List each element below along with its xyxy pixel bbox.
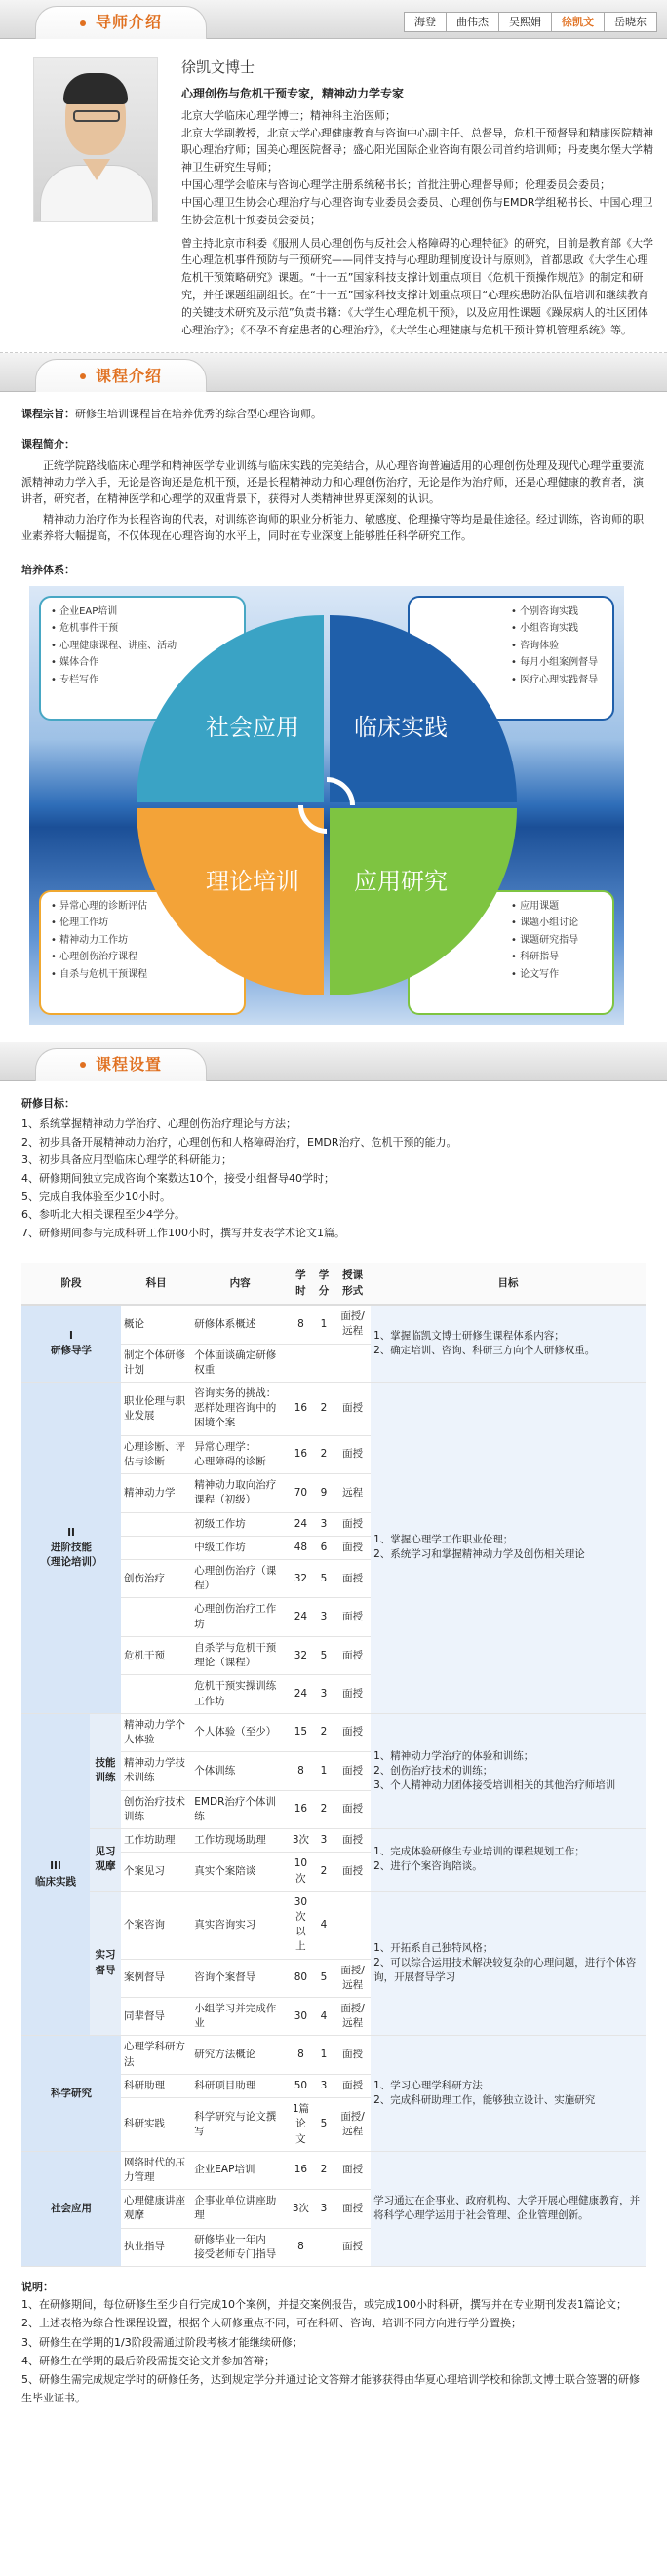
goal-cell: 1、开拓系自己独特风格； 2、可以综合运用技术解决较复杂的心理问题，进行个体咨询，开展督导学习 [371, 1891, 646, 2036]
hours-cell: 24 [289, 1512, 313, 1536]
note-item: 1、在研修期间，每位研修生至少自行完成10个案例，并提交案例报告，或完成100小时科研，撰写并在专业期刊发表1篇论文； [21, 2298, 627, 2312]
list-item: • 课题小组讨论 [511, 915, 603, 932]
subject-cell: 精神动力学 [121, 1474, 191, 1512]
mentor-nav-item[interactable]: 曲伟杰 [447, 13, 499, 31]
hours-cell: 24 [289, 1598, 313, 1636]
hours-cell: 8 [289, 1752, 313, 1790]
hours-cell: 48 [289, 1536, 313, 1559]
content-cell: 精神动力取向治疗课程（初级） [191, 1474, 289, 1512]
course-intro [0, 392, 667, 561]
notes-label: 说明： [21, 2281, 54, 2294]
form-cell: 面授 [334, 2151, 371, 2189]
list-item: • 自杀与危机干预课程 [51, 966, 234, 984]
curriculum-table [21, 1263, 646, 2267]
note-item: 4、研修生在学期的最后阶段需提交论文并参加答辩； [21, 2354, 275, 2367]
list-item: • 媒体合作 [51, 654, 234, 672]
stage-cell: III 临床实践 [21, 1713, 90, 2036]
goal-item: 6、参听北大相关课程至少4学分。 [21, 1208, 185, 1222]
training-circle [137, 615, 517, 995]
subject-cell: 个案咨询 [121, 1891, 191, 1959]
curriculum-table-body [21, 1305, 646, 2266]
goal-item: 5、完成自我体验至少10小时。 [21, 1190, 171, 1203]
subject-cell: 心理学科研方法 [121, 2036, 191, 2074]
goal-cell: 1、完成体验研修生专业培训的课程规划工作； 2、进行个案咨询陪谈。 [371, 1829, 646, 1892]
note-item: 2、上述表格为综合性课程设置，根据个人研修重点不同，可在科研、咨询、培训不同方向进行学分置换； [21, 2317, 522, 2330]
list-item: • 咨询体验 [511, 638, 603, 655]
stage-cell: II 进阶技能 （理论培训） [21, 1383, 121, 1714]
content-cell: 自杀学与危机干预理论（课程） [191, 1636, 289, 1674]
hours-cell: 10次 [289, 1853, 313, 1891]
content-cell: 初级工作坊 [191, 1512, 289, 1536]
mentor-nav-item[interactable]: 海登 [405, 13, 447, 31]
form-cell: 面授 [334, 2036, 371, 2074]
credit-cell: 3 [313, 1512, 334, 1536]
content-cell: 研修毕业一年内 接受老师专门指导 [191, 2228, 289, 2266]
form-cell: 面授 [334, 1536, 371, 1559]
list-item: • 小组咨询实践 [511, 620, 603, 638]
form-cell: 面授/远程 [334, 1959, 371, 1997]
study-goals-label: 研修目标： [21, 1096, 75, 1110]
hours-cell: 32 [289, 1560, 313, 1598]
content-cell: 工作坊现场助理 [191, 1829, 289, 1853]
form-cell [334, 1891, 371, 1959]
quadrant-theory-training: 理论培训 [137, 808, 324, 995]
content-cell: EMDR治疗个体训练 [191, 1790, 289, 1828]
hours-cell: 8 [289, 1305, 313, 1344]
content-cell: 个体训练 [191, 1752, 289, 1790]
study-goals [0, 1081, 667, 1251]
subject-cell: 创伤治疗 [121, 1560, 191, 1598]
list-item: • 心理健康课程、讲座、活动 [51, 638, 234, 655]
column-header: 科目 [121, 1263, 191, 1306]
content-cell: 个体面谈确定研修权重 [191, 1344, 289, 1382]
column-header: 学分 [313, 1263, 334, 1306]
form-cell: 面授 [334, 1829, 371, 1853]
mentor-nav-item[interactable]: 吴熙娟 [499, 13, 552, 31]
hours-cell: 3次 [289, 2190, 313, 2228]
form-cell [334, 1344, 371, 1382]
mentor-bio-paragraph: 中国心理卫生协会心理治疗与心理咨询专业委员会委员、心理创伤与EMDR学组秘书长、中国心理卫生协会危机干预委员会委员； [181, 195, 653, 226]
course-brief-paragraph: 精神动力治疗作为长程咨询的代表，对训练咨询师的职业分析能力、敏感度、伦理操守等均是最佳途径。经过训练，咨询师的职业素养将大幅提高，不仅体现在心理咨询的水平上，同时在专业深度上能够胜任科学研究工作。 [21, 512, 644, 542]
list-item: • 应用课题 [511, 898, 603, 916]
hours-cell: 32 [289, 1636, 313, 1674]
subject-cell: 精神动力学个人体验 [121, 1713, 191, 1751]
mentor-nav-item[interactable]: 岳晓东 [614, 16, 647, 28]
bullet-icon [80, 20, 86, 26]
column-header: 阶段 [21, 1263, 121, 1306]
form-cell: 面授 [334, 2074, 371, 2097]
content-cell: 真实个案陪谈 [191, 1853, 289, 1891]
stage-cell: 社会应用 [21, 2151, 121, 2266]
credit-cell: 2 [313, 1435, 334, 1473]
credit-cell: 1 [313, 2036, 334, 2074]
content-cell: 咨询个案督导 [191, 1959, 289, 1997]
list-item: • 异常心理的诊断评估 [51, 898, 234, 916]
credit-cell: 5 [313, 2098, 334, 2152]
form-cell: 面授 [334, 1383, 371, 1436]
list-item: • 伦理工作坊 [51, 915, 234, 932]
goal-item: 3、初步具备应用型临床心理学的科研能力； [21, 1153, 232, 1167]
table-row [21, 1891, 646, 1959]
subject-cell [121, 1512, 191, 1536]
subject-cell: 精神动力学技术训练 [121, 1752, 191, 1790]
content-cell: 研修体系概述 [191, 1305, 289, 1344]
hours-cell: 50 [289, 2074, 313, 2097]
credit-cell: 3 [313, 2074, 334, 2097]
substage-cell: 技能训练 [90, 1713, 121, 1828]
list-item: • 论文写作 [511, 966, 603, 984]
quadrant-clinical-practice: 临床实践 [330, 615, 517, 802]
subject-cell: 心理健康讲座观摩 [121, 2190, 191, 2228]
content-cell: 科学研究与论文撰写 [191, 2098, 289, 2152]
settings-section-title: 课程设置 [95, 1054, 162, 1073]
subject-cell: 科研实践 [121, 2098, 191, 2152]
subject-cell: 职业伦理与职业发展 [121, 1383, 191, 1436]
bullet-icon [80, 373, 86, 379]
content-cell: 个人体验（至少） [191, 1713, 289, 1751]
hours-cell: 70 [289, 1474, 313, 1512]
list-item: • 科研指导 [511, 949, 603, 966]
content-cell: 危机干预实操训练工作坊 [191, 1675, 289, 1713]
hours-cell: 1篇 论文 [289, 2098, 313, 2152]
credit-cell: 5 [313, 1959, 334, 1997]
content-cell: 真实咨询实习 [191, 1891, 289, 1959]
form-cell: 远程 [334, 1474, 371, 1512]
form-cell: 面授/远程 [334, 1305, 371, 1344]
table-row [21, 1713, 646, 1751]
subject-cell: 同辈督导 [121, 1998, 191, 2036]
content-cell: 异常心理学： 心理障碍的诊断 [191, 1435, 289, 1473]
credit-cell: 2 [313, 2151, 334, 2189]
subject-cell: 危机干预 [121, 1636, 191, 1674]
hours-cell: 15 [289, 1713, 313, 1751]
content-cell: 中级工作坊 [191, 1536, 289, 1559]
quadrant-applied-research: 应用研究 [330, 808, 517, 995]
substage-cell: 实习督导 [90, 1891, 121, 2036]
course-section-title: 课程介绍 [95, 366, 162, 385]
hours-cell: 16 [289, 1790, 313, 1828]
hours-cell: 8 [289, 2036, 313, 2074]
hours-cell: 16 [289, 1383, 313, 1436]
content-cell: 心理创伤治疗工作坊 [191, 1598, 289, 1636]
settings-section-header [0, 1042, 667, 1081]
stage-cell: 科学研究 [21, 2036, 121, 2151]
form-cell: 面授 [334, 1853, 371, 1891]
subject-cell: 制定个体研修计划 [121, 1344, 191, 1382]
table-row [21, 1305, 646, 1344]
form-cell: 面授 [334, 1752, 371, 1790]
form-cell: 面授 [334, 1675, 371, 1713]
credit-cell: 2 [313, 1853, 334, 1891]
subject-cell: 科研助理 [121, 2074, 191, 2097]
notes [0, 2267, 667, 2426]
course-section-header [0, 353, 667, 392]
list-item: • 个别咨询实践 [511, 604, 603, 621]
credit-cell: 9 [313, 1474, 334, 1512]
content-cell: 企事业单位讲座助理 [191, 2190, 289, 2228]
list-item: • 专栏写作 [51, 672, 234, 689]
quadrant-social-application: 社会应用 [137, 615, 324, 802]
course-section-tab [35, 359, 207, 392]
column-header: 目标 [371, 1263, 646, 1306]
goal-cell: 1、掌握临凯文博士研修生课程体系内容； 2、确定培训、咨询、科研三方向个人研修权重。 [371, 1305, 646, 1382]
form-cell: 面授 [334, 1636, 371, 1674]
list-item: • 每月小组案例督导 [511, 654, 603, 672]
form-cell: 面授/远程 [334, 1998, 371, 2036]
form-cell: 面授 [334, 2190, 371, 2228]
hours-cell: 3次 [289, 1829, 313, 1853]
hours-cell: 16 [289, 1435, 313, 1473]
content-cell: 咨询实务的挑战： 恶样处理咨询中的困境个案 [191, 1383, 289, 1436]
form-cell: 面授 [334, 1560, 371, 1598]
credit-cell [313, 2228, 334, 2266]
credit-cell: 4 [313, 1998, 334, 2036]
mentor-bio-paragraph: 北京大学临床心理学博士；精神科主治医师； [181, 108, 396, 122]
subject-cell: 案例督导 [121, 1959, 191, 1997]
credit-cell: 1 [313, 1305, 334, 1344]
training-system-diagram [29, 586, 624, 1025]
list-item: • 医疗心理实践督导 [511, 672, 603, 689]
form-cell: 面授 [334, 1435, 371, 1473]
mentor-photo [33, 57, 158, 222]
goal-item: 7、研修期间参与完成科研工作100小时，撰写并发表学术论文1篇。 [21, 1226, 345, 1239]
hours-cell: 80 [289, 1959, 313, 1997]
subject-cell: 网络时代的压力管理 [121, 2151, 191, 2189]
substage-cell: 见习观摩 [90, 1829, 121, 1892]
mentor-section-tab [35, 6, 207, 39]
list-item: • 课题研究指导 [511, 932, 603, 950]
note-item: 5、研修生需完成规定学时的研修任务，达到规定学分并通过论文答辩才能够获得由华夏心理培训学校和徐凯文博士联合签署的研修生毕业证书。 [21, 2373, 640, 2405]
table-row [21, 1383, 646, 1436]
mentor-nav [404, 12, 657, 32]
hours-cell: 30 [289, 1998, 313, 2036]
table-row [21, 2036, 646, 2074]
form-cell: 面授 [334, 1512, 371, 1536]
form-cell: 面授 [334, 1713, 371, 1751]
subject-cell [121, 1536, 191, 1559]
course-brief-label: 课程简介： [21, 438, 75, 451]
hours-cell: 30次 以上 [289, 1891, 313, 1959]
list-item: • 心理创伤治疗课程 [51, 949, 234, 966]
credit-cell: 5 [313, 1560, 334, 1598]
credit-cell: 2 [313, 1790, 334, 1828]
credit-cell: 6 [313, 1536, 334, 1559]
credit-cell: 3 [313, 1598, 334, 1636]
form-cell: 面授/远程 [334, 2098, 371, 2152]
table-header-row [21, 1263, 646, 1306]
goal-item: 2、初步具备开展精神动力治疗，心理创伤和人格障碍治疗，EMDR治疗、危机干预的能力。 [21, 1135, 457, 1149]
content-cell: 科研项目助理 [191, 2074, 289, 2097]
content-cell: 研究方法概论 [191, 2036, 289, 2074]
hours-cell [289, 1344, 313, 1382]
subject-cell: 工作坊助理 [121, 1829, 191, 1853]
column-header: 学时 [289, 1263, 313, 1306]
subject-cell [121, 1598, 191, 1636]
credit-cell [313, 1344, 334, 1382]
list-item: • 危机事件干预 [51, 620, 234, 638]
goal-cell: 1、精神动力学治疗的体验和训练； 2、创伤治疗技术的训练； 3、个人精神动力团体接受培训相关的其他治疗师培训 [371, 1713, 646, 1828]
form-cell: 面授 [334, 1598, 371, 1636]
mentor-bio-paragraph: 北京大学副教授，北京大学心理健康教育与咨询中心副主任、总督导，危机干预督导和精康医院精神职心理治疗师；国美心理医院督导；盛心阳光国际企业咨询有限公司首约培训师；丹麦奥尔堡大学精神卫生研究生导师； [181, 126, 653, 175]
table-row [21, 1829, 646, 1853]
mentor-info [181, 57, 653, 338]
goal-item: 1、系统掌握精神动力学治疗、心理创伤治疗理论与方法； [21, 1116, 296, 1130]
subject-cell: 心理诊断、评估与诊断 [121, 1435, 191, 1473]
settings-section-tab [35, 1048, 207, 1081]
course-brief-paragraph: 正统学院路线临床心理学和精神医学专业训练与临床实践的完美结合，从心理咨询普遍适用的心理创伤处理及现代心理学重要流派精神动力学入手，无论是咨询还是危机干预，还是长程精神动力和心理创伤治疗，无论是作为治疗师，还是心理健康的教育者，演讲者，研究者，在精神医学和心理学的双重背景下，获得对人类精神世界更深刻的认识。 [21, 458, 644, 505]
goal-cell: 学习通过在企事业、政府机构、大学开展心理健康教育，并将科学心理学运用于社会管理、企业管理创新。 [371, 2151, 646, 2266]
form-cell: 面授 [334, 1790, 371, 1828]
mentor-bio-paragraph: 曾主持北京市科委《服刑人员心理创伤与反社会人格障碍的心理特征》的研究，目前是教育部《大学生心理危机事件预防与干预研究——同伴支持与心理助理制度设计与原则》，首都思政《大学生心理危机干预策略研究》课题。“十一五”国家科技支撑计划重点项目《危机干预操作规范》的制定和研究，并任课题组副组长。在“十一五”国家科技支撑计划重点项目“心理疾患防治队伍培训和继续教育的关键技术研究及示范”负责书籍：《大学生心理危机干预》，以及应用性课题《躁尿病人的社区团体心理治疗》；《不孕不育症患者的心理治疗》，《大学生心理健康与危机干预计算机管理系统》等。 [181, 236, 653, 336]
mentor-section-header [0, 0, 667, 39]
table-row [21, 2151, 646, 2189]
goal-cell: 1、学习心理学科研方法 2、完成科研助理工作，能够独立设计、实施研究 [371, 2036, 646, 2151]
training-system-label: 培养体系： [21, 563, 75, 576]
note-item: 3、研修生在学期的1/3阶段需通过阶段考核才能继续研修； [21, 2335, 303, 2349]
course-purpose: 课程宗旨：研修生培训课程旨在培养优秀的综合型心理咨询师。 [21, 408, 322, 421]
mentor-nav-item-active[interactable]: 徐凯文 [552, 13, 605, 31]
credit-cell: 2 [313, 1383, 334, 1436]
column-header: 授课形式 [334, 1263, 371, 1306]
mentor-bio-paragraph: 中国心理学会临床与咨询心理学注册系统秘书长；首批注册心理督导师；伦理委员会委员； [181, 178, 610, 192]
mentor-section-title: 导师介绍 [95, 13, 162, 32]
credit-cell: 3 [313, 1829, 334, 1853]
hours-cell: 8 [289, 2228, 313, 2266]
list-item: • 精神动力工作坊 [51, 932, 234, 950]
bullet-icon [80, 1062, 86, 1068]
mentor-name: 徐凯文博士 [181, 59, 255, 76]
stage-cell: I 研修导学 [21, 1305, 121, 1382]
credit-cell: 3 [313, 2190, 334, 2228]
column-header: 内容 [191, 1263, 289, 1306]
hours-cell: 16 [289, 2151, 313, 2189]
credit-cell: 1 [313, 1752, 334, 1790]
subject-cell: 执业指导 [121, 2228, 191, 2266]
goal-item: 4、研修期间独立完成咨询个案数达10个，接受小组督导40学时； [21, 1171, 334, 1185]
subject-cell: 概论 [121, 1305, 191, 1344]
list-item: • 企业EAP培训 [51, 604, 234, 621]
mentor-profile [0, 39, 667, 353]
mentor-headline: 心理创伤与危机干预专家，精神动力学专家 [181, 87, 405, 101]
goal-cell: 1、掌握心理学工作职业伦理； 2、系统学习和掌握精神动力学及创伤相关理论 [371, 1383, 646, 1714]
subject-cell: 个案见习 [121, 1853, 191, 1891]
credit-cell: 2 [313, 1713, 334, 1751]
subject-cell: 创伤治疗技术训练 [121, 1790, 191, 1828]
form-cell: 面授 [334, 2228, 371, 2266]
subject-cell [121, 1675, 191, 1713]
credit-cell: 3 [313, 1675, 334, 1713]
content-cell: 心理创伤治疗（课程） [191, 1560, 289, 1598]
content-cell: 企业EAP培训 [191, 2151, 289, 2189]
hours-cell: 24 [289, 1675, 313, 1713]
credit-cell: 4 [313, 1891, 334, 1959]
content-cell: 小组学习并完成作业 [191, 1998, 289, 2036]
credit-cell: 5 [313, 1636, 334, 1674]
